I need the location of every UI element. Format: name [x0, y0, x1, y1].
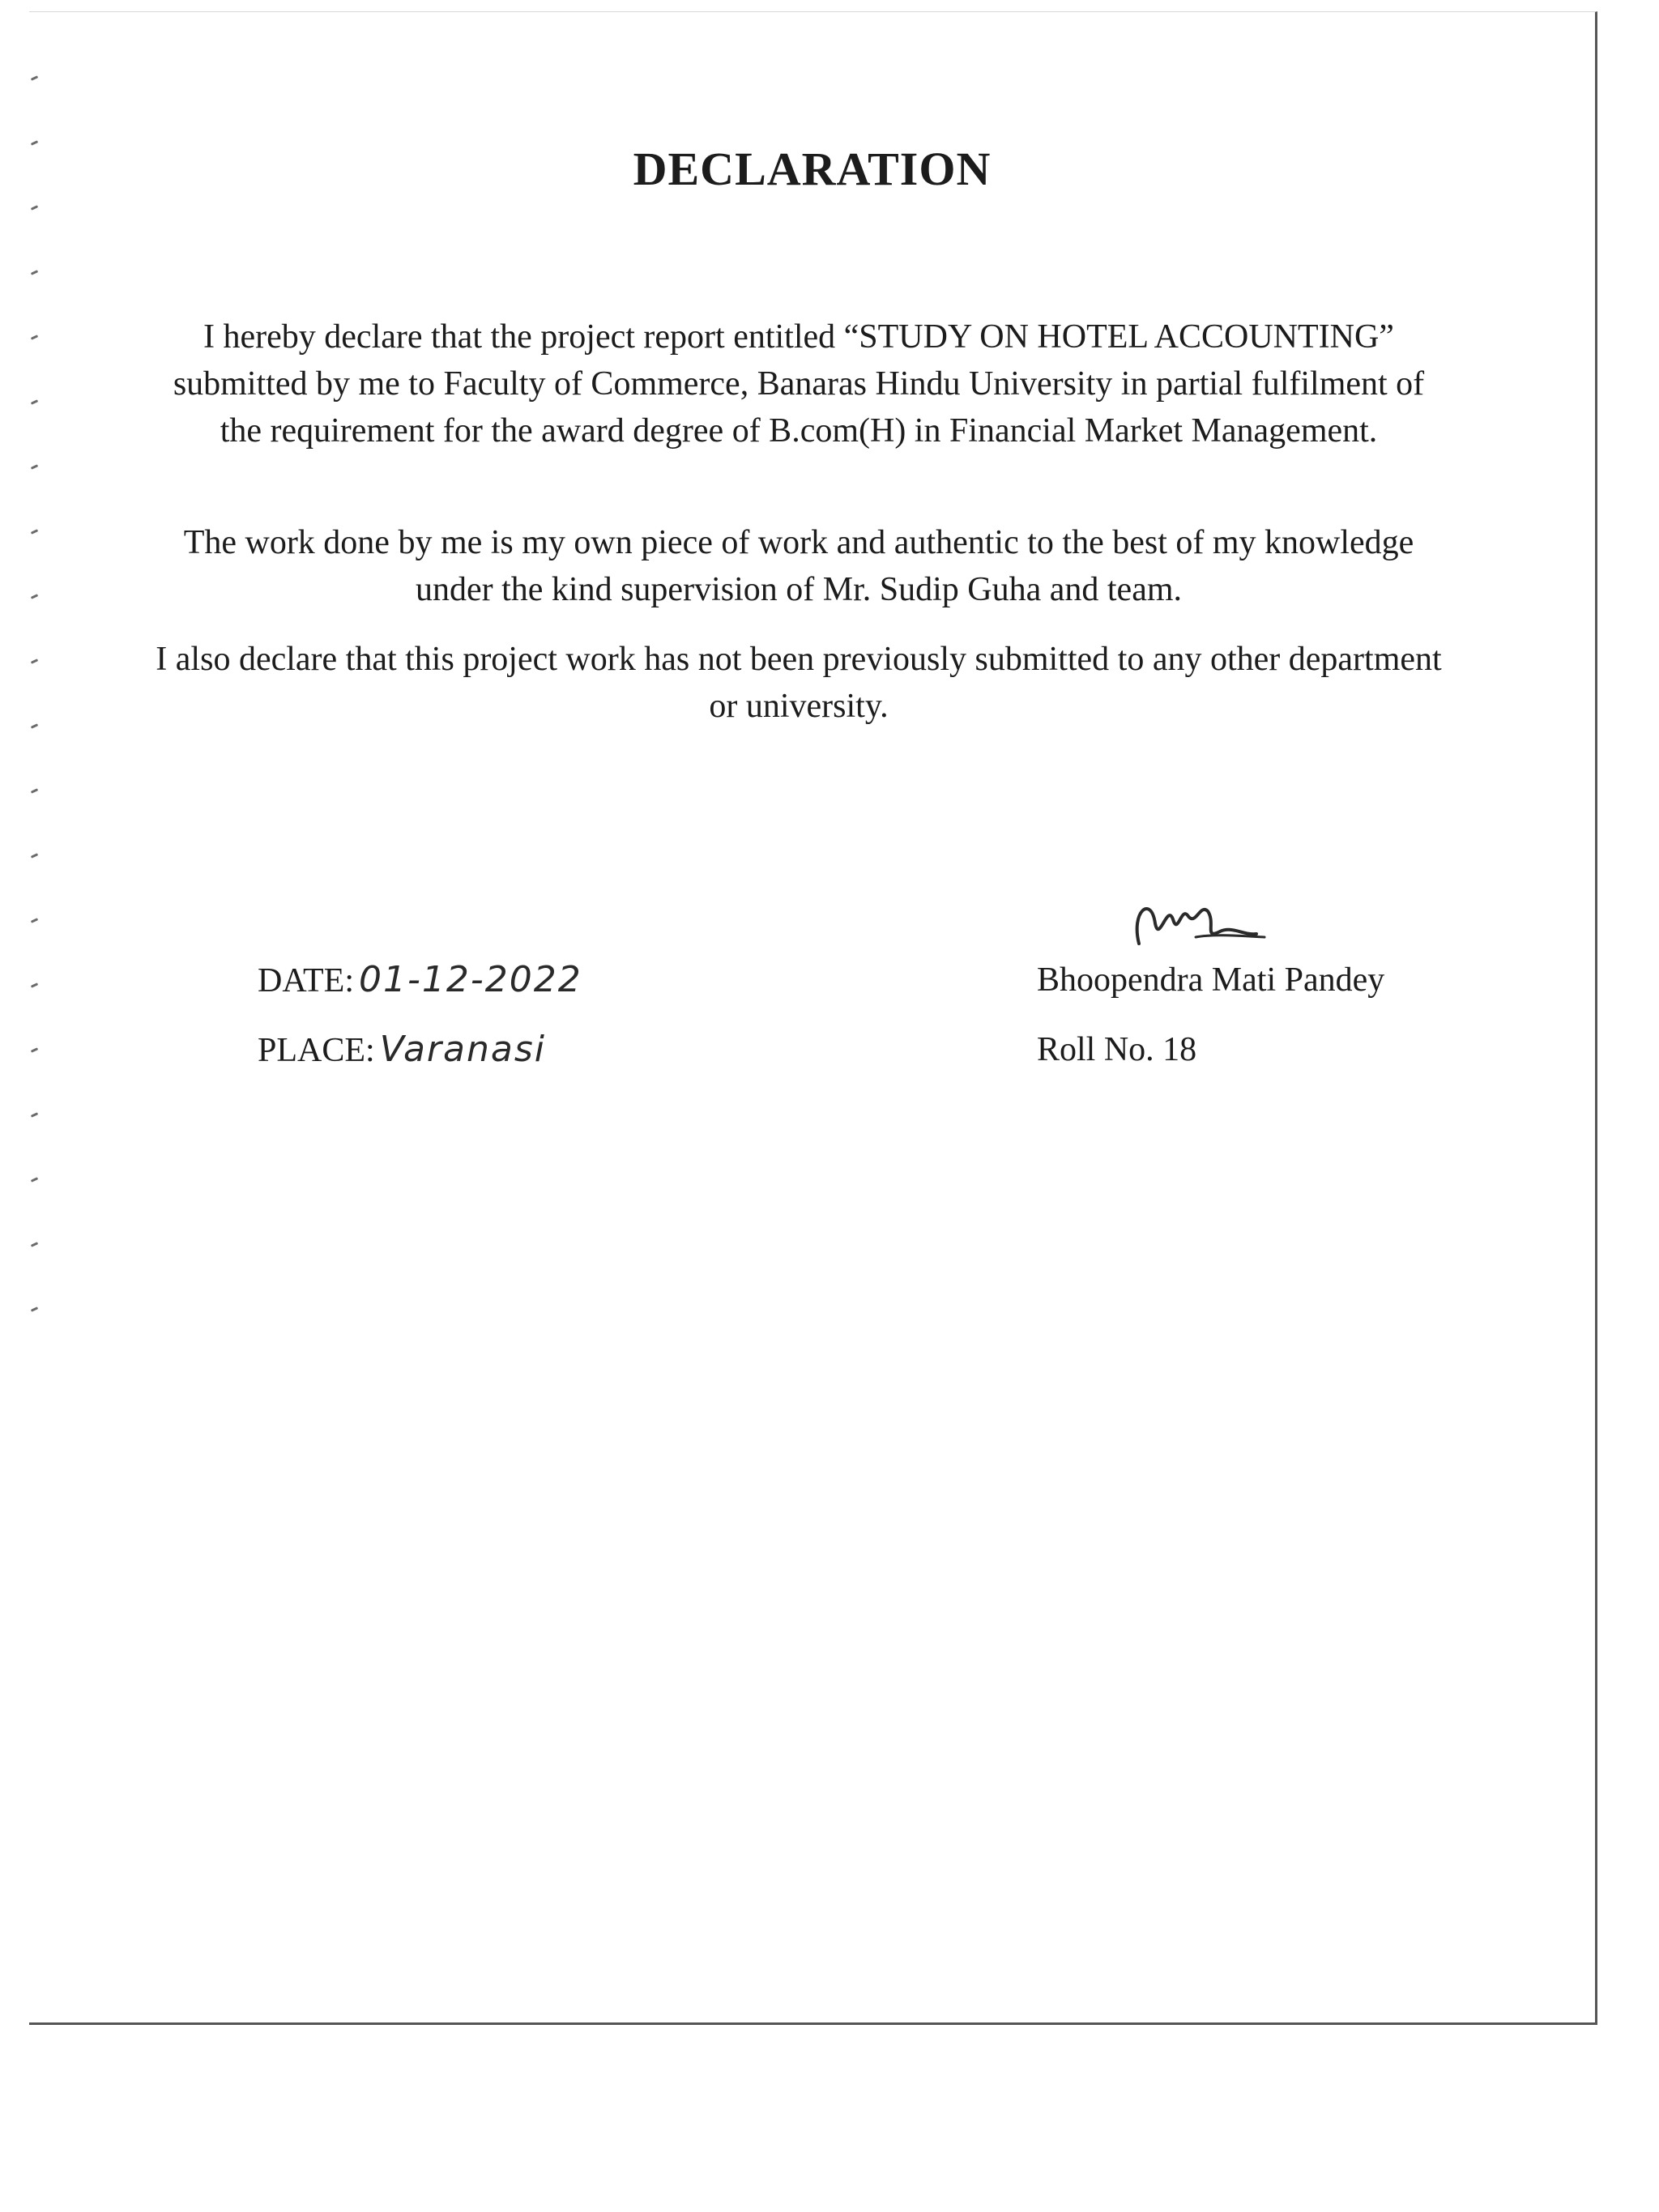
- place-field: [258, 1029, 546, 1071]
- date-value: 01-12-2022: [359, 959, 582, 1000]
- declaration-paragraph-3: I also declare that this project work has not been previously submitted to any other department or university.: [156, 641, 1442, 725]
- place-label: PLACE:: [258, 1032, 375, 1069]
- document-page: [29, 11, 1597, 2025]
- signatory-name: Bhoopendra Mati Pandey: [1037, 961, 1385, 999]
- date-label: DATE:: [258, 962, 354, 999]
- roll-number: Roll No. 18: [1037, 1031, 1197, 1068]
- declaration-paragraph-2: The work done by me is my own piece of work and authentic to the best of my knowledge under the kind supervision of Mr. Sudip Guha and team.: [183, 524, 1414, 608]
- binding-edge-marks: [29, 77, 41, 1373]
- page-title: DECLARATION: [633, 143, 992, 195]
- place-value: Varanasi: [379, 1029, 546, 1070]
- declaration-paragraph-1: I hereby declare that the project report entitled “STUDY ON HOTEL ACCOUNTING” submitted by me to Faculty of Commerce, Banaras Hindu University in partial fulfilment of the requirement for the award degree of B.com(H) in Financial Market Management.: [173, 318, 1425, 450]
- date-field: [258, 960, 582, 1001]
